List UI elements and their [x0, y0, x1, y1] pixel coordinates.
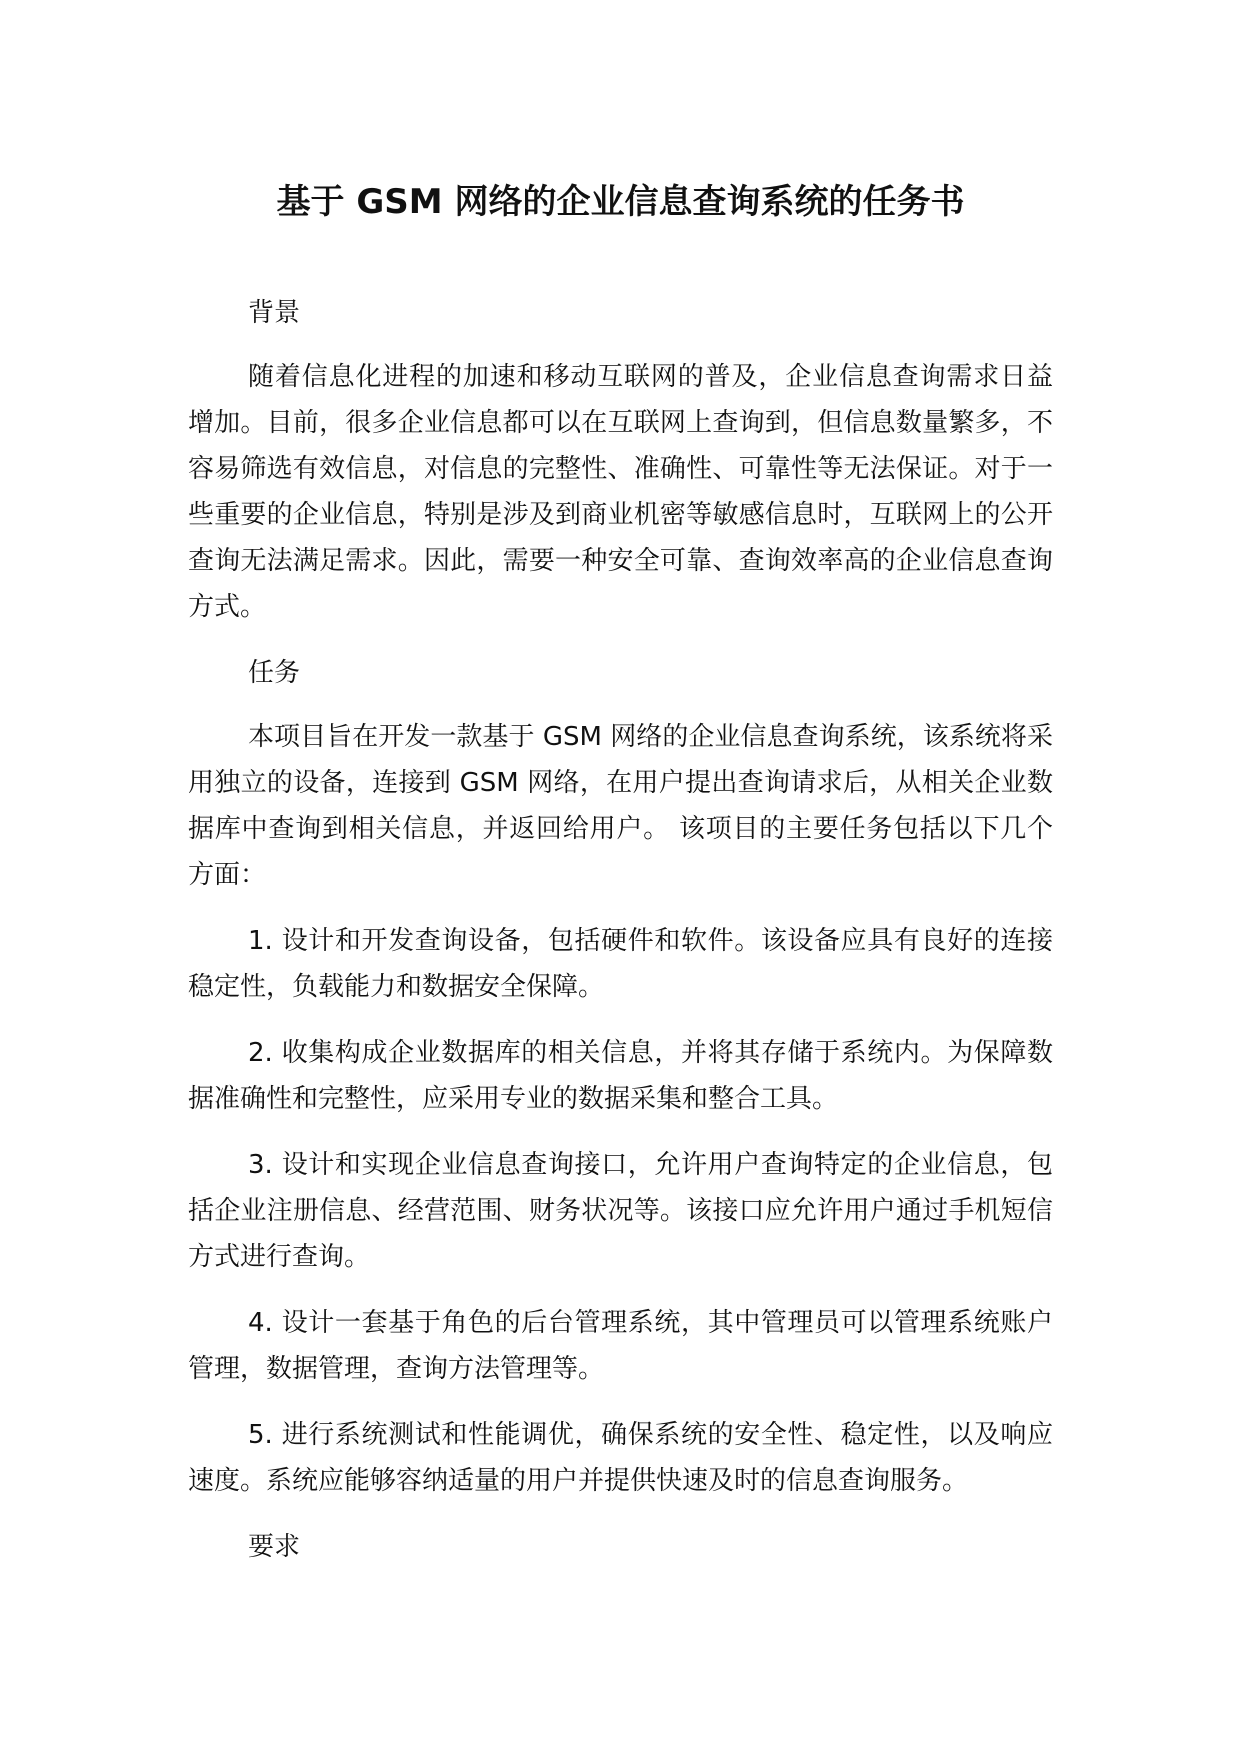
- section-heading-background: 背景: [248, 298, 301, 328]
- list-item-5: 5. 进行系统测试和性能调优，确保系统的安全性、稳定性，以及响应速度。系统应能够容纳适量的用户并提供快速及时的信息查询服务。: [188, 1420, 1053, 1496]
- paragraph-task: 本项目旨在开发一款基于 GSM 网络的企业信息查询系统，该系统将采用独立的设备，连接到 GSM 网络，在用户提出查询请求后，从相关企业数据库中查询到相关信息，并返回给用户。 该项目的主要任务包括以下几个方面：: [188, 722, 1053, 890]
- list-item-1: 1. 设计和开发查询设备，包括硬件和软件。该设备应具有良好的连接稳定性，负载能力和数据安全保障。: [188, 926, 1053, 1002]
- section-heading-requirements: 要求: [248, 1532, 301, 1562]
- list-item-2: 2. 收集构成企业数据库的相关信息，并将其存储于系统内。为保障数据准确性和完整性，应采用专业的数据采集和整合工具。: [188, 1038, 1053, 1114]
- document-title: 基于 GSM 网络的企业信息查询系统的任务书: [276, 182, 965, 222]
- paragraph-background: 随着信息化进程的加速和移动互联网的普及，企业信息查询需求日益增加。目前，很多企业信息都可以在互联网上查询到，但信息数量繁多，不容易筛选有效信息，对信息的完整性、准确性、可靠性等无法保证。对于一些重要的企业信息，特别是涉及到商业机密等敏感信息时，互联网上的公开查询无法满足需求。因此，需要一种安全可靠、查询效率高的企业信息查询方式。: [188, 362, 1053, 622]
- list-item-4: 4. 设计一套基于角色的后台管理系统，其中管理员可以管理系统账户管理，数据管理，查询方法管理等。: [188, 1308, 1053, 1384]
- list-item-3: 3. 设计和实现企业信息查询接口，允许用户查询特定的企业信息，包括企业注册信息、经营范围、财务状况等。该接口应允许用户通过手机短信方式进行查询。: [188, 1150, 1053, 1272]
- section-heading-task: 任务: [248, 658, 301, 688]
- document-body: [188, 290, 1053, 1588]
